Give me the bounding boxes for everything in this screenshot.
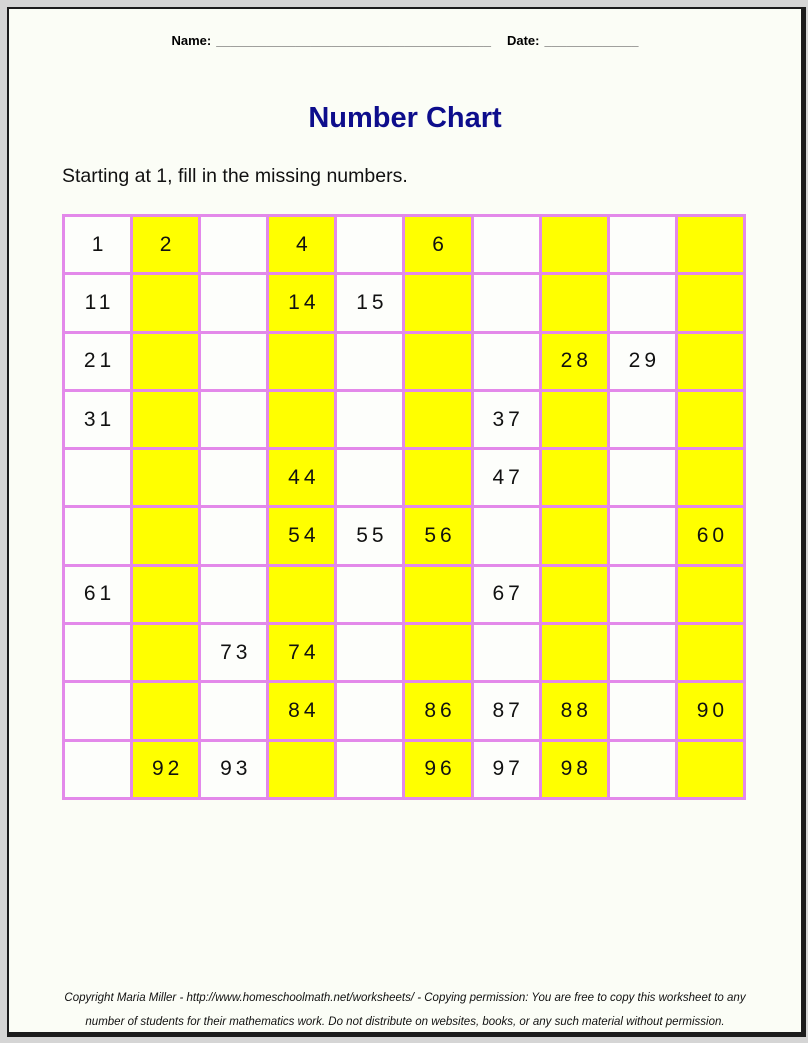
page-title: Number Chart [308, 102, 502, 134]
grid-cell-r5-c8[interactable] [542, 450, 607, 505]
grid-cell-r4-c2[interactable] [133, 392, 198, 447]
grid-cell-r9-c1[interactable] [65, 683, 130, 738]
grid-cell-r1-c10[interactable] [678, 217, 743, 272]
copyright-footer [9, 986, 801, 1034]
grid-cell-r8-c5[interactable] [337, 625, 402, 680]
grid-cell-r10-c10[interactable] [678, 742, 743, 797]
grid-cell-r3-c1: 21 [65, 334, 130, 389]
grid-cell-r6-c9[interactable] [610, 508, 675, 563]
grid-cell-r3-c4[interactable] [269, 334, 334, 389]
grid-cell-r4-c5[interactable] [337, 392, 402, 447]
grid-cell-r5-c10[interactable] [678, 450, 743, 505]
grid-cell-r5-c5[interactable] [337, 450, 402, 505]
grid-cell-r3-c9: 29 [610, 334, 675, 389]
grid-cell-r8-c7[interactable] [474, 625, 539, 680]
grid-cell-r6-c4: 54 [269, 508, 334, 563]
grid-cell-r4-c3[interactable] [201, 392, 266, 447]
grid-cell-r8-c10[interactable] [678, 625, 743, 680]
date-label: Date: [506, 33, 540, 48]
grid-cell-r7-c6[interactable] [405, 567, 470, 622]
grid-cell-r4-c8[interactable] [542, 392, 607, 447]
grid-cell-r1-c7[interactable] [474, 217, 539, 272]
grid-cell-r4-c6[interactable] [405, 392, 470, 447]
grid-cell-r7-c5[interactable] [337, 567, 402, 622]
grid-cell-r8-c2[interactable] [133, 625, 198, 680]
grid-cell-r3-c7[interactable] [474, 334, 539, 389]
grid-cell-r8-c8[interactable] [542, 625, 607, 680]
grid-cell-r8-c3: 73 [201, 625, 266, 680]
grid-cell-r1-c8[interactable] [542, 217, 607, 272]
grid-cell-r8-c6[interactable] [405, 625, 470, 680]
grid-cell-r2-c6[interactable] [405, 275, 470, 330]
grid-cell-r5-c6[interactable] [405, 450, 470, 505]
grid-cell-r4-c1: 31 [65, 392, 130, 447]
grid-cell-r1-c5[interactable] [337, 217, 402, 272]
grid-cell-r4-c10[interactable] [678, 392, 743, 447]
grid-cell-r1-c1: 1 [65, 217, 130, 272]
grid-cell-r6-c7[interactable] [474, 508, 539, 563]
grid-cell-r5-c1[interactable] [65, 450, 130, 505]
grid-cell-r9-c2[interactable] [133, 683, 198, 738]
grid-cell-r4-c9[interactable] [610, 392, 675, 447]
grid-cell-r2-c10[interactable] [678, 275, 743, 330]
grid-cell-r6-c1[interactable] [65, 508, 130, 563]
grid-cell-r10-c2: 92 [133, 742, 198, 797]
name-date-header [9, 33, 801, 48]
grid-cell-r7-c2[interactable] [133, 567, 198, 622]
grid-cell-r9-c3[interactable] [201, 683, 266, 738]
grid-cell-r8-c1[interactable] [65, 625, 130, 680]
grid-cell-r3-c5[interactable] [337, 334, 402, 389]
grid-cell-r5-c4: 44 [269, 450, 334, 505]
number-chart-grid [62, 214, 746, 800]
grid-cell-r2-c8[interactable] [542, 275, 607, 330]
copyright-line-2: number of students for their mathematics work. Do not distribute on websites, books, or any such material without permission. [85, 1016, 725, 1028]
grid-cell-r3-c6[interactable] [405, 334, 470, 389]
grid-cell-r2-c9[interactable] [610, 275, 675, 330]
grid-cell-r2-c3[interactable] [201, 275, 266, 330]
grid-cell-r10-c9[interactable] [610, 742, 675, 797]
name-blank-line[interactable]: ______________________________________ [216, 33, 491, 48]
grid-cell-r9-c7: 87 [474, 683, 539, 738]
grid-cell-r3-c3[interactable] [201, 334, 266, 389]
grid-cell-r2-c1: 11 [65, 275, 130, 330]
grid-cell-r6-c6: 56 [405, 508, 470, 563]
grid-cell-r3-c8: 28 [542, 334, 607, 389]
grid-cell-r1-c4: 4 [269, 217, 334, 272]
grid-cell-r6-c10: 60 [678, 508, 743, 563]
grid-cell-r2-c5: 15 [337, 275, 402, 330]
copyright-line-1: Copyright Maria Miller - http://www.homeschoolmath.net/worksheets/ - Copying permission: You are free to copy this worksheet to any [64, 992, 746, 1004]
grid-cell-r1-c9[interactable] [610, 217, 675, 272]
grid-cell-r4-c7: 37 [474, 392, 539, 447]
grid-cell-r1-c3[interactable] [201, 217, 266, 272]
grid-cell-r7-c10[interactable] [678, 567, 743, 622]
name-label: Name: [171, 33, 212, 48]
grid-cell-r2-c2[interactable] [133, 275, 198, 330]
grid-cell-r7-c3[interactable] [201, 567, 266, 622]
grid-cell-r6-c2[interactable] [133, 508, 198, 563]
grid-cell-r8-c9[interactable] [610, 625, 675, 680]
grid-cell-r9-c9[interactable] [610, 683, 675, 738]
grid-cell-r5-c7: 47 [474, 450, 539, 505]
grid-cell-r6-c3[interactable] [201, 508, 266, 563]
grid-cell-r2-c7[interactable] [474, 275, 539, 330]
grid-cell-r7-c7: 67 [474, 567, 539, 622]
grid-cell-r3-c10[interactable] [678, 334, 743, 389]
grid-cell-r8-c4: 74 [269, 625, 334, 680]
worksheet-page [7, 7, 806, 1037]
grid-cell-r10-c1[interactable] [65, 742, 130, 797]
grid-cell-r2-c4: 14 [269, 275, 334, 330]
grid-cell-r7-c1: 61 [65, 567, 130, 622]
grid-cell-r4-c4[interactable] [269, 392, 334, 447]
grid-cell-r10-c6: 96 [405, 742, 470, 797]
grid-cell-r9-c6: 86 [405, 683, 470, 738]
grid-cell-r1-c6: 6 [405, 217, 470, 272]
grid-cell-r1-c2: 2 [133, 217, 198, 272]
grid-cell-r6-c5: 55 [337, 508, 402, 563]
grid-cell-r5-c9[interactable] [610, 450, 675, 505]
grid-cell-r9-c4: 84 [269, 683, 334, 738]
instruction-text: Starting at 1, fill in the missing numbers. [62, 165, 408, 187]
grid-cell-r7-c9[interactable] [610, 567, 675, 622]
grid-cell-r5-c3[interactable] [201, 450, 266, 505]
grid-cell-r10-c5[interactable] [337, 742, 402, 797]
grid-cell-r9-c10: 90 [678, 683, 743, 738]
grid-cell-r5-c2[interactable] [133, 450, 198, 505]
grid-cell-r10-c4[interactable] [269, 742, 334, 797]
grid-cell-r10-c8: 98 [542, 742, 607, 797]
grid-cell-r6-c8[interactable] [542, 508, 607, 563]
grid-cell-r9-c8: 88 [542, 683, 607, 738]
grid-cell-r10-c3: 93 [201, 742, 266, 797]
grid-cell-r9-c5[interactable] [337, 683, 402, 738]
grid-cell-r3-c2[interactable] [133, 334, 198, 389]
grid-cell-r7-c8[interactable] [542, 567, 607, 622]
date-blank-line[interactable]: _____________ [544, 33, 639, 48]
grid-cell-r7-c4[interactable] [269, 567, 334, 622]
grid-cell-r10-c7: 97 [474, 742, 539, 797]
